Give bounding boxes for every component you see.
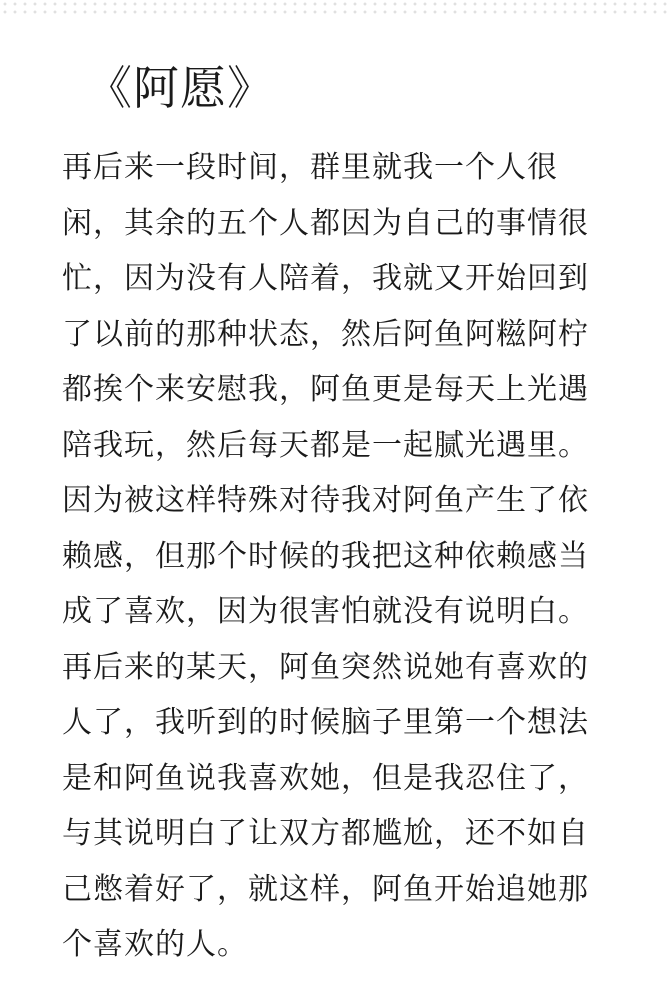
text-line: 是和阿鱼说我喜欢她，但是我忍住了， (62, 760, 589, 796)
text-line: 因为被这样特殊对待我对阿鱼产生了依 (62, 483, 589, 518)
text-line: 都挨个来安慰我，阿鱼更是每天上光遇 (62, 372, 589, 407)
text-line: 闲，其余的五个人都因为自己的事情很 (62, 205, 589, 241)
text-line: 忙，因为没有人陪着，我就又开始回到 (62, 261, 589, 296)
document-title: 《阿愿》 (86, 61, 274, 115)
text-line: 与其说明白了让双方都尴尬，还不如自 (62, 816, 589, 851)
decorative-top-border (0, 0, 669, 16)
document-body (62, 140, 622, 973)
text-line: 个喜欢的人。 (62, 927, 248, 962)
text-line: 再后来的某天，阿鱼突然说她有喜欢的 (62, 649, 589, 685)
text-line: 成了喜欢，因为很害怕就没有说明白。 (62, 594, 589, 629)
text-line: 赖感，但那个时候的我把这种依赖感当 (62, 538, 589, 574)
text-line: 了以前的那种状态，然后阿鱼阿糍阿柠 (62, 316, 589, 352)
text-line: 陪我玩，然后每天都是一起腻光遇里。 (62, 427, 589, 463)
text-line: 再后来一段时间，群里就我一个人很 (62, 150, 558, 185)
text-line: 人了，我听到的时候脑子里第一个想法 (62, 705, 589, 740)
text-line: 己憋着好了，就这样，阿鱼开始追她那 (62, 871, 589, 907)
